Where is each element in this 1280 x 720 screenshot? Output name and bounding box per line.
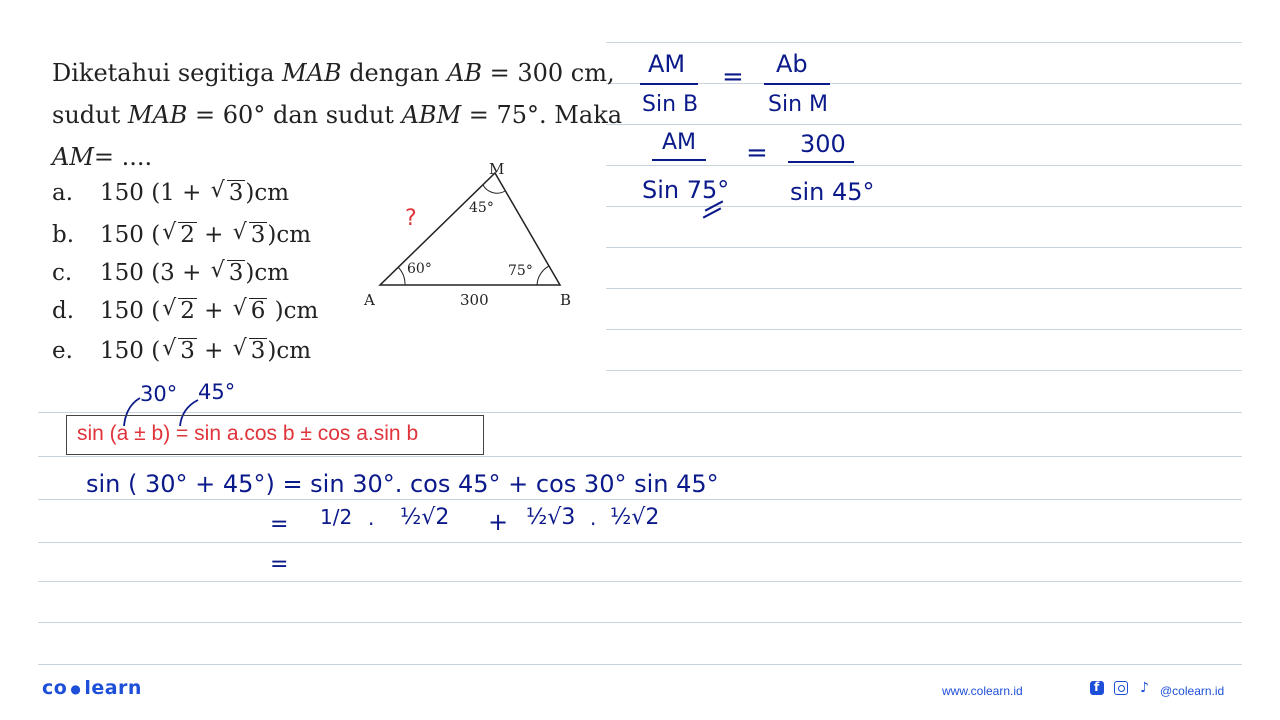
fraction-bar xyxy=(764,83,830,85)
sqrt-symbol xyxy=(233,338,268,364)
logo-text: learn xyxy=(84,677,142,699)
hw-equals: = xyxy=(722,62,744,92)
option-label: e. xyxy=(52,338,73,364)
option-text: 150 (1 + xyxy=(100,180,209,206)
facebook-glyph: f xyxy=(1094,680,1100,694)
unknown-side-mark: ? xyxy=(405,206,417,231)
hw-step2-half: 1/2 xyxy=(320,505,353,529)
radicand: 3 xyxy=(228,180,244,206)
hw-angle-note-30: 30° xyxy=(140,382,178,406)
rule-line xyxy=(38,456,1242,457)
problem-line-2 xyxy=(52,94,622,136)
option-label: c. xyxy=(52,260,73,286)
problem-text: sudut xyxy=(52,101,128,129)
rule-line xyxy=(606,288,1242,289)
hw-dot: · xyxy=(368,512,375,536)
radicand: 2 xyxy=(180,298,195,324)
rule-line xyxy=(38,499,1242,500)
angle-arc-b xyxy=(537,266,549,285)
colearn-logo xyxy=(42,677,142,699)
rule-line xyxy=(606,83,1242,84)
option-text: + xyxy=(196,338,231,364)
triangle-diagram xyxy=(355,155,595,315)
instagram-lens xyxy=(1118,685,1125,692)
option-text: + xyxy=(196,298,231,324)
hw-sub-right-den: sin 45° xyxy=(790,178,875,206)
vertex-label-b: B xyxy=(560,291,572,309)
hw-step2-half-root2: ½√2 xyxy=(400,505,450,530)
option-c[interactable] xyxy=(52,260,289,286)
hw-sine-rule-left-num: AM xyxy=(648,50,686,78)
rule-line xyxy=(38,664,1242,665)
radicand: 3 xyxy=(250,222,266,248)
rule-line xyxy=(606,247,1242,248)
option-text: )cm xyxy=(267,222,312,248)
option-e[interactable] xyxy=(52,338,311,364)
problem-text: Diketahui segitiga xyxy=(52,59,283,87)
option-text: 150 ( xyxy=(100,222,161,248)
rule-line xyxy=(606,206,1242,207)
angle-sum-formula: sin (a ± b) = sin a.cos b ± cos a.sin b xyxy=(77,422,419,445)
rule-line xyxy=(606,329,1242,330)
side-name: AB xyxy=(446,59,482,87)
option-text: + xyxy=(196,222,231,248)
instagram-icon[interactable] xyxy=(1114,681,1128,695)
hw-sine-rule-right-den: Sin M xyxy=(768,92,828,117)
hw-sub-right-num: 300 xyxy=(800,130,846,158)
radicand: 3 xyxy=(250,338,266,364)
problem-text: dengan xyxy=(341,59,447,87)
option-a[interactable] xyxy=(52,180,289,206)
hw-sub-left-den: Sin 75° xyxy=(642,176,730,204)
logo-dot: ● xyxy=(70,681,82,696)
side-label-ab: 300 xyxy=(460,291,489,309)
logo-text: co xyxy=(42,677,68,699)
radicand: 6 xyxy=(250,298,266,324)
problem-line-1 xyxy=(52,52,622,94)
sqrt-symbol xyxy=(233,298,268,324)
option-label: b. xyxy=(52,222,75,248)
sqrt-symbol xyxy=(211,260,246,286)
sqrt-symbol xyxy=(162,222,197,248)
fraction-bar xyxy=(788,161,854,163)
problem-text: = .... xyxy=(93,143,153,171)
rule-line xyxy=(38,412,1242,413)
hw-sine-rule-right-num: Ab xyxy=(776,50,808,78)
angle-label-a: 60° xyxy=(407,261,432,277)
fraction-bar xyxy=(640,83,698,85)
website-link[interactable]: www.colearn.id xyxy=(942,684,1023,698)
option-text: 150 ( xyxy=(100,338,161,364)
fraction-bar xyxy=(652,159,706,161)
rule-line xyxy=(606,42,1242,43)
unknown-side-name: AM xyxy=(52,143,94,171)
angle-arc-a xyxy=(398,267,405,285)
option-text: )cm xyxy=(245,180,290,206)
rule-line xyxy=(38,542,1242,543)
option-text: )cm xyxy=(245,260,290,286)
option-d[interactable] xyxy=(52,298,318,324)
sqrt-symbol xyxy=(162,298,197,324)
angle-sum-formula-box xyxy=(66,415,484,455)
hw-sine-rule-left-den: Sin B xyxy=(642,92,699,117)
radicand: 3 xyxy=(180,338,195,364)
hw-step3-equals: = xyxy=(270,552,289,577)
angle-arc-m xyxy=(483,185,505,193)
sqrt-symbol xyxy=(162,338,197,364)
angle-name: MAB xyxy=(127,101,188,129)
hw-step2-half-root3: ½√3 xyxy=(526,505,576,530)
angle-label-m: 45° xyxy=(469,200,494,216)
rule-line xyxy=(38,581,1242,582)
hw-dot: · xyxy=(590,512,597,536)
problem-text: = 60° dan sudut xyxy=(187,101,402,129)
sqrt-symbol xyxy=(211,180,246,206)
option-label: d. xyxy=(52,298,75,324)
problem-text: = 75°. Maka xyxy=(461,101,623,129)
rule-line xyxy=(606,124,1242,125)
angle-label-b: 75° xyxy=(508,263,533,279)
option-text: )cm xyxy=(267,338,312,364)
hw-sub-left-num: AM xyxy=(662,130,697,155)
rule-line xyxy=(606,370,1242,371)
angle-name: ABM xyxy=(401,101,462,129)
hw-step2-half-root2: ½√2 xyxy=(610,505,660,530)
vertex-label-m: M xyxy=(489,160,505,178)
tiktok-icon[interactable]: ♪ xyxy=(1140,680,1149,696)
sqrt-symbol xyxy=(233,222,268,248)
radicand: 3 xyxy=(228,260,244,286)
triangle-name: MAB xyxy=(282,59,342,87)
option-text: 150 (3 + xyxy=(100,260,209,286)
option-text: )cm xyxy=(267,298,319,324)
radicand: 2 xyxy=(180,222,195,248)
rule-line xyxy=(38,622,1242,623)
vertex-label-a: A xyxy=(364,291,375,309)
hw-expansion-line: sin ( 30° + 45°) = sin 30°. cos 45° + cos 30° sin 45° xyxy=(86,470,719,498)
problem-text: = 300 cm, xyxy=(481,59,615,87)
hw-angle-note-45: 45° xyxy=(198,380,236,404)
hw-plus: + xyxy=(488,508,509,536)
hw-equals: = xyxy=(746,138,768,168)
facebook-icon[interactable] xyxy=(1090,681,1104,695)
option-b[interactable] xyxy=(52,222,311,248)
option-text: 150 ( xyxy=(100,298,161,324)
social-handle[interactable]: @colearn.id xyxy=(1160,684,1225,698)
rule-line xyxy=(606,165,1242,166)
hw-equals: = xyxy=(270,512,289,537)
option-label: a. xyxy=(52,180,74,206)
